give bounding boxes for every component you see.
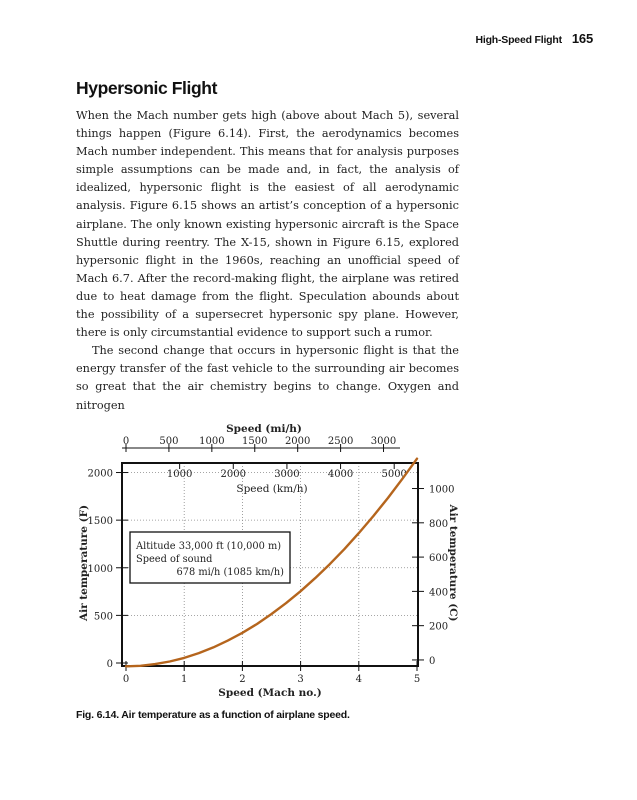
right-axis-title: Air temperature (C) [447, 504, 459, 622]
body-text [76, 107, 459, 415]
inner-tick-label: 3000 [274, 469, 300, 480]
x-tick-label: 0 [122, 674, 130, 685]
inner-tick-label: 1000 [166, 469, 193, 480]
paragraph-2: The second change that occurs in hypersonic flight is that the energy transfer of the fast vehicle to the surrounding air becomes so great that the air chemistry begins to change. Oxygen and nitrogen [76, 344, 459, 412]
top-tick-label: 3000 [370, 436, 397, 447]
annotation-box [130, 532, 290, 583]
inner-tick-label: 2000 [220, 469, 247, 480]
right-tick-label: 800 [429, 518, 449, 530]
x-tick-label: 3 [297, 674, 304, 685]
annotation-speed-of-sound: Speed of sound [136, 554, 213, 565]
top-axis-title: Speed (mi/h) [226, 423, 302, 435]
inner-tick-label: 5000 [381, 469, 407, 480]
right-tick-label: 1000 [429, 484, 455, 496]
right-tick-label: 600 [429, 553, 449, 565]
top-tick-label: 2500 [327, 436, 354, 447]
x-tick-label: 1 [181, 674, 188, 685]
running-head-title: High-Speed Flight [475, 34, 562, 46]
y-tick-label: 2000 [87, 468, 113, 480]
top-tick-label: 1000 [199, 436, 225, 447]
y-axis-title: Air temperature (F) [78, 504, 90, 622]
y-tick-label: 1000 [87, 563, 113, 575]
top-tick-label: 2000 [284, 436, 311, 447]
running-head [475, 31, 593, 46]
inner-tick-label: 4000 [327, 469, 354, 480]
inner-axis-title: Speed (km/h) [236, 483, 308, 495]
x-tick-label: 2 [239, 674, 246, 685]
top-tick-label: 1500 [242, 436, 268, 447]
figure-caption: Fig. 6.14. Air temperature as a function of airplane speed. [76, 709, 350, 721]
x-tick-label: 4 [355, 674, 362, 685]
right-tick-label: 0 [429, 655, 436, 667]
x-tick-label: 5 [413, 674, 421, 685]
x-axis-title: Speed (Mach no.) [218, 687, 322, 699]
y-tick-label: 0 [106, 659, 113, 670]
top-tick-label: 0 [122, 436, 130, 447]
y-tick-label: 1500 [87, 516, 113, 528]
section-heading: Hypersonic Flight [76, 78, 217, 98]
annotation-speed-value: 678 mi/h (1085 km/h) [176, 567, 284, 578]
air-temperature-chart [0, 415, 637, 705]
paragraph-1: When the Mach number gets high (above about Mach 5), several things happen (Figure 6.14). First, the aerodynamics becomes Mach number independent. This means that for analysis purposes simple assumptions can be made and, in fact, the analysis of idealized, hypersonic flight is the easiest of all aerodynamic analysis. Figure 6.15 shows an artist’s conception of a hypersonic airplane. The only known existing hypersonic aircraft is the Space Shuttle during reentry. The X-15, shown in Figure 6.15, explored hypersonic flight in the 1960s, reaching an unofficial speed of Mach 6.7. After the record-making flight, the airplane was retired due to heat damage from the flight. Speculation abounds about the possibility of a supersecret hypersonic spy plane. However, there is only circumstantial evidence to support such a rumor. [76, 109, 459, 340]
right-tick-label: 200 [429, 621, 449, 633]
annotation-altitude: Altitude 33,000 ft (10,000 m) [136, 541, 282, 552]
y-tick-label: 500 [93, 611, 113, 623]
right-tick-label: 400 [429, 587, 449, 599]
page-number: 165 [571, 31, 593, 46]
top-tick-label: 500 [159, 436, 179, 447]
